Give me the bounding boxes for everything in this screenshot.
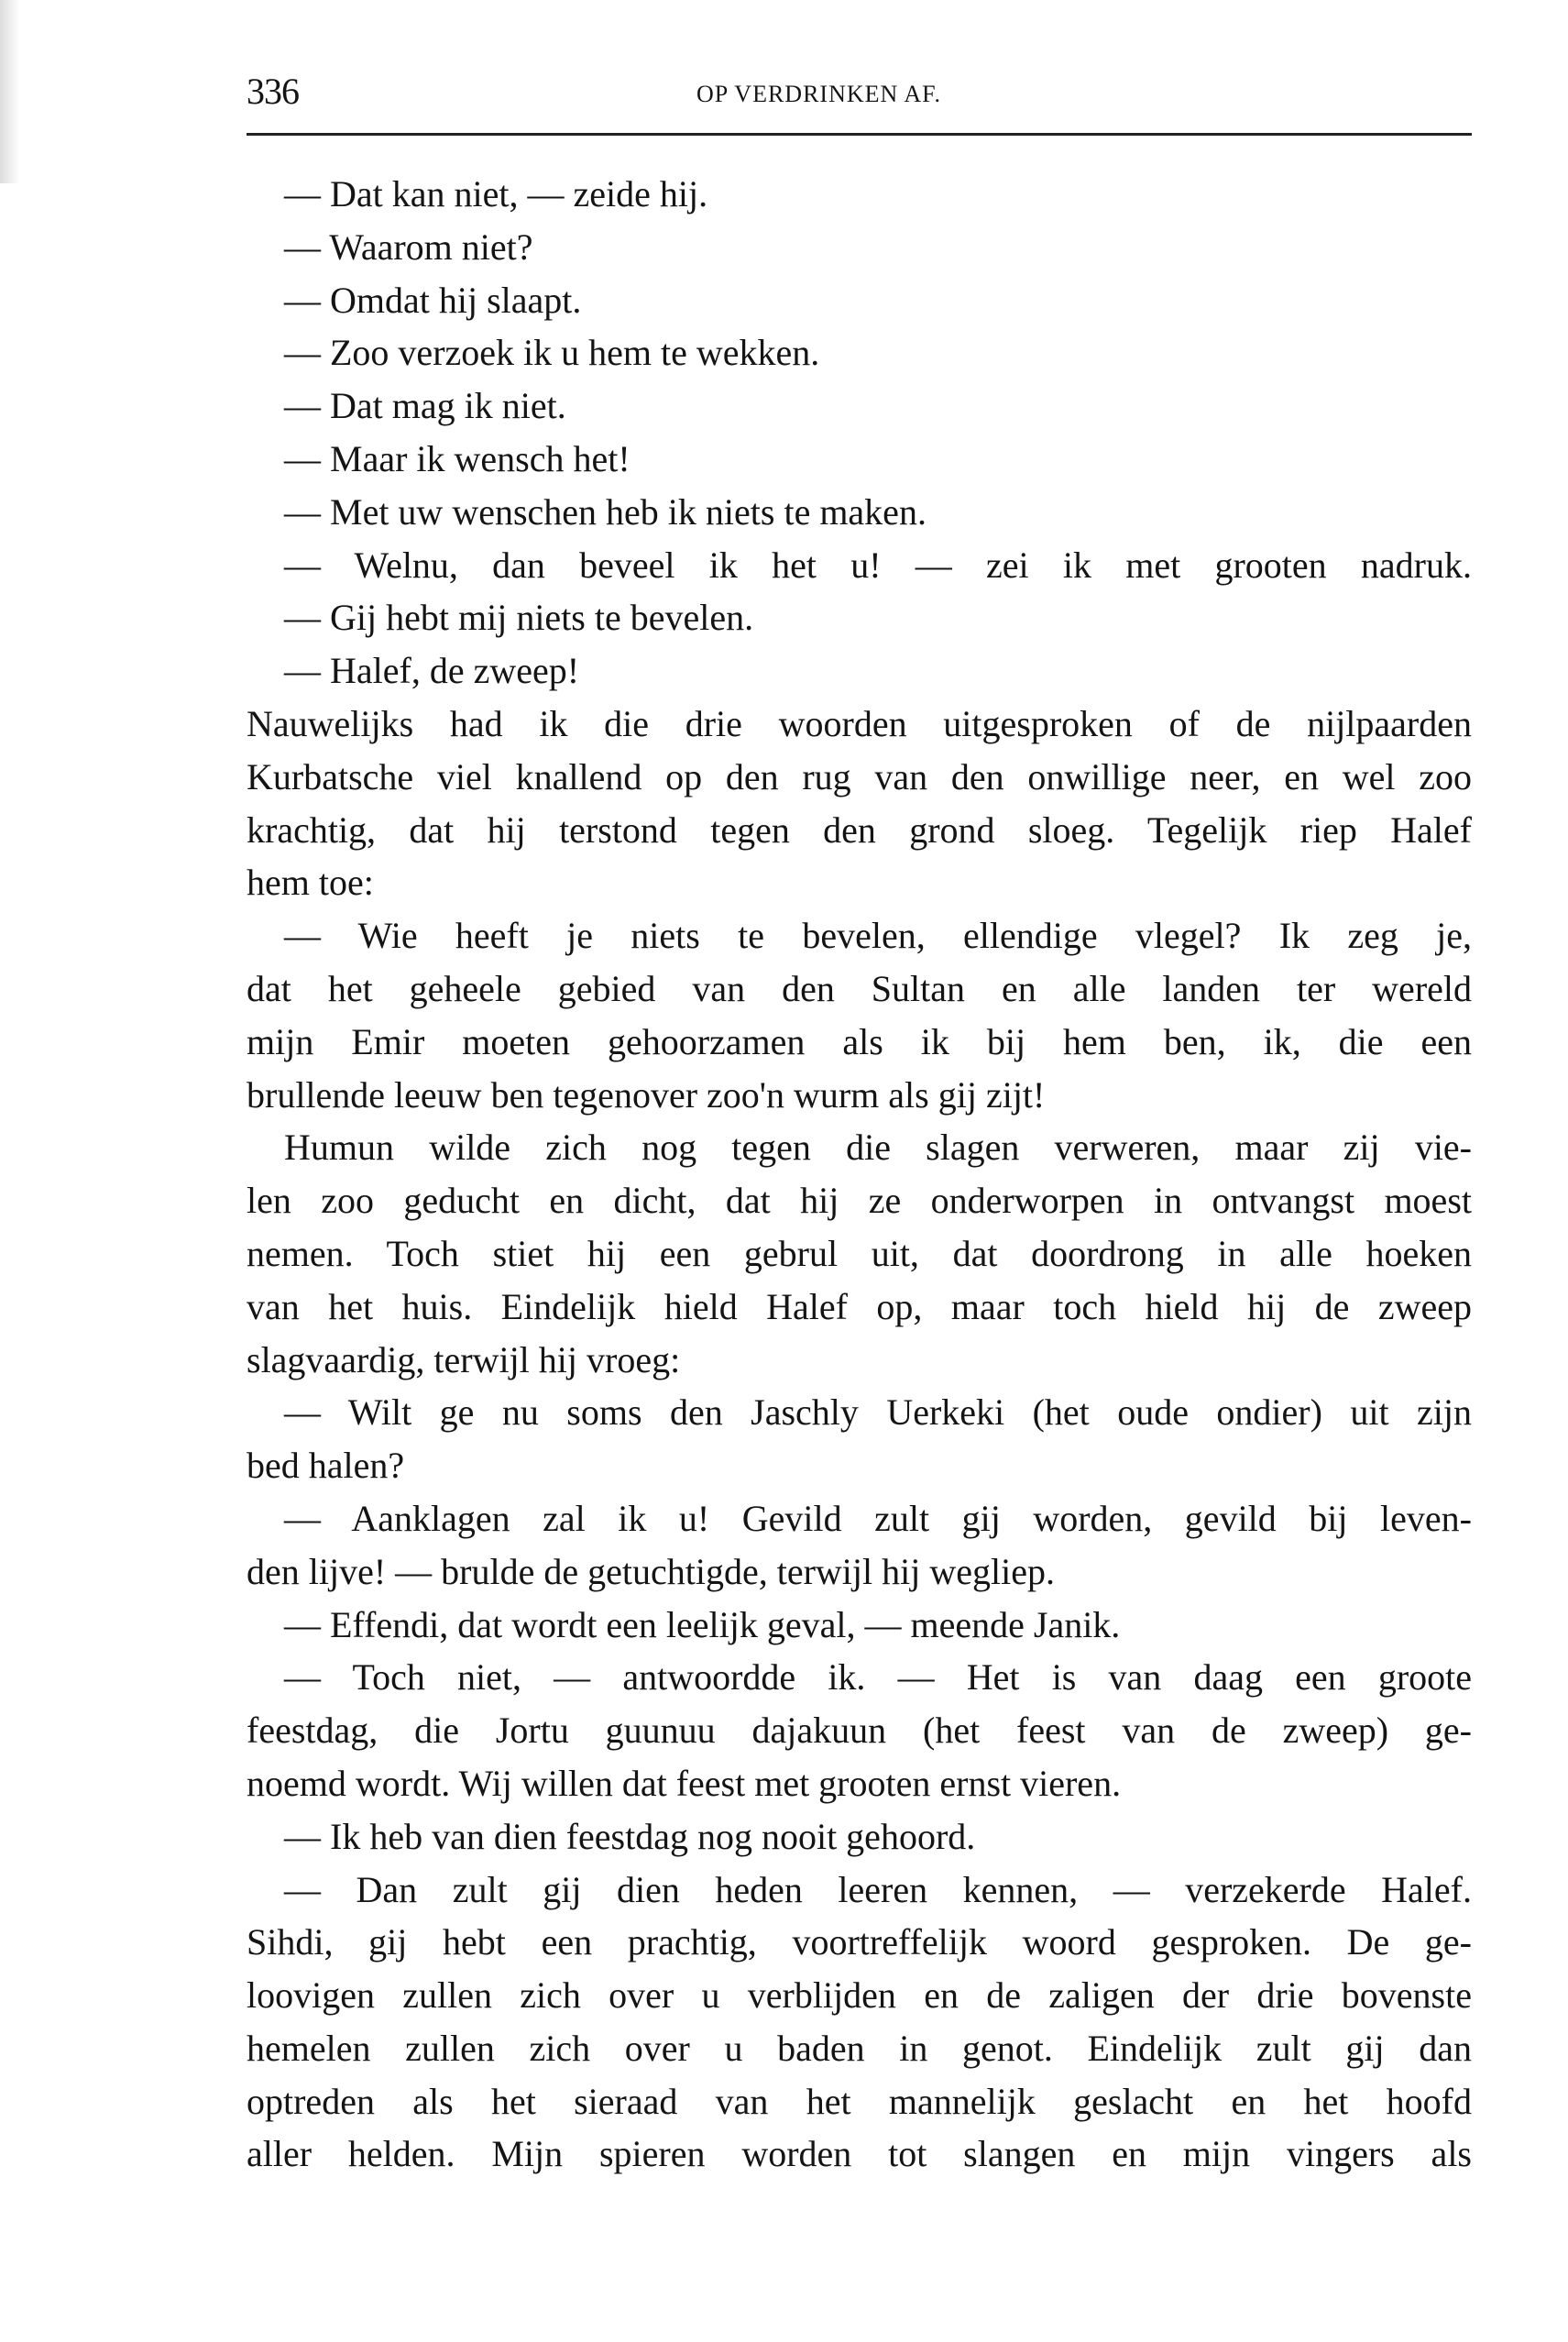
text-line: — Wie heeft je niets te bevelen, ellendige vlegel? Ik zeg je,	[284, 915, 1472, 957]
text-line: — Met uw wenschen heb ik niets te maken.	[284, 490, 927, 533]
text-line: — Dat kan niet, — zeide hij.	[284, 173, 708, 214]
running-title: OP VERDRINKEN AF.	[696, 81, 942, 107]
body-text	[247, 168, 1472, 2181]
text-line: len zoo geducht en dicht, dat hij ze onderworpen in ontvangst moest	[247, 1180, 1472, 1222]
text-line: brullende leeuw ben tegenover zoo'n wurm als gij zijt!	[247, 1073, 1046, 1116]
text-line: — Welnu, dan beveel ik het u! — zei ik met grooten nadruk.	[284, 544, 1472, 586]
text-line: — Dat mag ik niet.	[284, 385, 566, 427]
text-line: — Toch niet, — antwoordde ik. — Het is van daag een groote	[284, 1656, 1472, 1699]
text-line: hem toe:	[247, 862, 374, 904]
text-line: — Effendi, dat wordt een leelijk geval, — meende Janik.	[284, 1603, 1121, 1645]
text-line: — Maar ik wensch het!	[284, 437, 630, 479]
text-line: krachtig, dat hij terstond tegen den grond sloeg. Tegelijk riep Halef	[247, 808, 1472, 851]
text-line: mijn Emir moeten gehoorzamen als ik bij hem ben, ik, die een	[247, 1020, 1472, 1062]
text-line: dat het geheele gebied van den Sultan en alle landen ter wereld	[247, 967, 1472, 1009]
text-line: feestdag, die Jortu guunuu dajakuun (het feest van de zweep) ge-	[247, 1710, 1472, 1752]
text-line: loovigen zullen zich over u verblijden en de zaligen der drie bovenste	[247, 1974, 1472, 2017]
text-line: nemen. Toch stiet hij een gebrul uit, dat doordrong in alle hoeken	[247, 1232, 1472, 1274]
header-rule	[247, 133, 1472, 136]
text-line: — Gij hebt mij niets te bevelen.	[284, 597, 754, 639]
text-line: van het huis. Eindelijk hield Halef op, maar toch hield hij de zweep	[247, 1285, 1472, 1327]
text-line: Humun wilde zich nog tegen die slagen verweren, maar zij vie-	[284, 1127, 1472, 1169]
text-line: — Zoo verzoek ik u hem te wekken.	[284, 332, 820, 374]
text-line: optreden als het sieraad van het mannelijk geslacht en het hoofd	[247, 2080, 1472, 2122]
text-line: noemd wordt. Wij willen dat feest met grooten ernst vieren.	[247, 1762, 1122, 1804]
text-line: Sihdi, gij hebt een prachtig, voortreffelijk woord gesproken. De ge-	[247, 1921, 1472, 1963]
text-line: — Waarom niet?	[284, 225, 533, 268]
text-line: bed halen?	[247, 1445, 405, 1487]
page-number: 336	[247, 71, 299, 112]
text-line: — Ik heb van dien feestdag nog nooit gehoord.	[284, 1815, 976, 1857]
text-line: slagvaardig, terwijl hij vroeg:	[247, 1338, 681, 1380]
text-line: Nauwelijks had ik die drie woorden uitgesproken of de nijlpaarden	[247, 702, 1472, 744]
text-line: Kurbatsche viel knallend op den rug van den onwillige neer, en wel zoo	[247, 755, 1472, 797]
text-line: — Wilt ge nu soms den Jaschly Uerkeki (het oude ondier) uit zijn	[284, 1391, 1472, 1434]
text-line: — Dan zult gij dien heden leeren kennen, — verzekerde Halef.	[284, 1868, 1472, 1910]
text-line: — Halef, de zweep!	[284, 650, 580, 692]
text-line: den lijve! — brulde de getuchtigde, terwijl hij wegliep.	[247, 1550, 1055, 1592]
text-line: hemelen zullen zich over u baden in genot. Eindelijk zult gij dan	[247, 2027, 1472, 2069]
scan-edge-shadow	[0, 0, 20, 183]
text-line: aller helden. Mijn spieren worden tot slangen en mijn vingers als	[247, 2133, 1472, 2175]
text-line: — Omdat hij slaapt.	[284, 279, 582, 321]
text-line: — Aanklagen zal ik u! Gevild zult gij worden, gevild bij leven-	[284, 1497, 1472, 1539]
